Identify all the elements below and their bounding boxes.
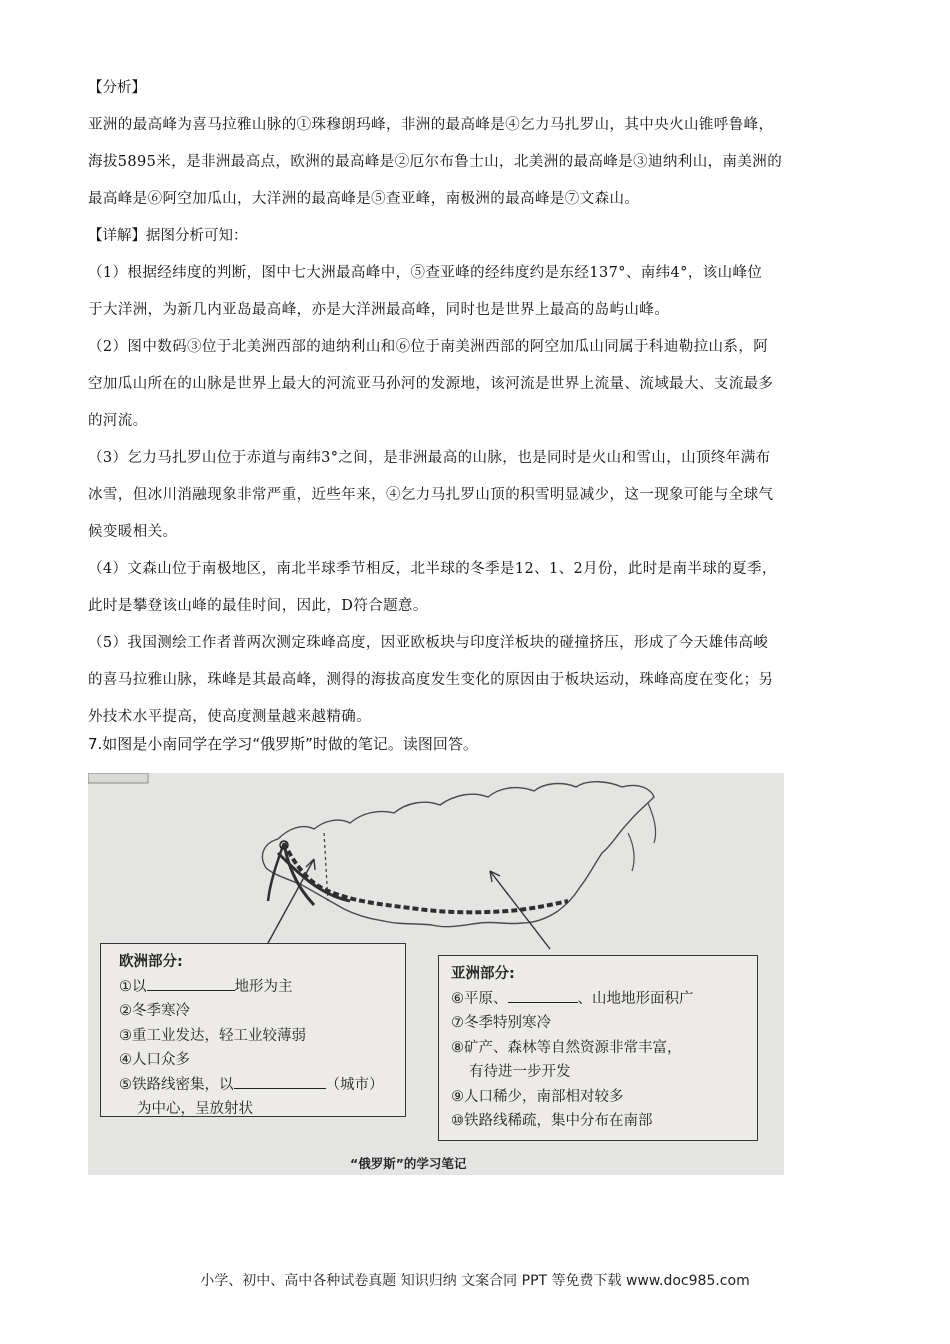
analysis-line: 海拔5895米，是非洲最高点，欧洲的最高峰是②厄尔布鲁士山，北美洲的最高峰是③迪纳利山，南美洲的: [88, 154, 783, 170]
asia-note-5: ⑨人口稀少，南部相对较多: [451, 1088, 624, 1105]
europe-note-5: [119, 1073, 405, 1098]
page-footer: 小学、初中、高中各种试卷真题 知识归纳 文案合同 PPT 等免费下载 www.doc985.com: [200, 1273, 750, 1289]
europe-note-4: ④人口众多: [119, 1052, 190, 1068]
detail-item-3-line: 候变暖相关。: [88, 524, 178, 540]
figure-caption: “俄罗斯”的学习笔记: [350, 1156, 467, 1171]
detail-item-1-line: （1）根据经纬度的判断，图中七大洲最高峰中，⑤查亚峰的经纬度约是东经137°、南纬4°，该山峰位: [88, 265, 763, 281]
europe-note-1-prefix: ①以: [119, 978, 147, 995]
detail-item-4-line: 此时是攀登该山峰的最佳时间，因此，D符合题意。: [88, 598, 428, 614]
europe-note-1: [119, 975, 405, 1000]
detail-heading: 【详解】据图分析可知：: [88, 228, 248, 244]
asia-note-2: ⑦冬季特别寒冷: [451, 1015, 551, 1031]
city-blank[interactable]: [234, 1074, 326, 1089]
analysis-line: 亚洲的最高峰为喜马拉雅山脉的①珠穆朗玛峰，非洲的最高峰是④乞力马扎罗山，其中央火山锥呼鲁峰，: [88, 117, 774, 133]
asia-note-1-prefix: ⑥平原、: [451, 990, 508, 1007]
asia-note-1: [451, 987, 757, 1012]
europe-title: 欧洲部分:: [119, 954, 183, 970]
europe-note-2: ②冬季寒冷: [119, 1003, 190, 1019]
answer-section: [88, 70, 868, 736]
detail-item-2-line: 空加瓜山所在的山脉是世界上最大的河流亚马孙河的发源地，该河流是世界上流量、流域最大、支流最多: [88, 376, 774, 392]
asia-note-1-suffix: 、山地地形面积广: [577, 990, 694, 1007]
detail-item-5-line: 外技术水平提高，使高度测量越来越精确。: [88, 709, 372, 725]
europe-note-5-prefix: ⑤铁路线密集，以: [119, 1076, 234, 1093]
europe-notes-box: [100, 943, 406, 1117]
europe-note-3: ③重工业发达，轻工业较薄弱: [119, 1027, 306, 1044]
question-7-title: 7.如图是小南同学在学习“俄罗斯”时做的笔记。读图回答。: [88, 735, 478, 753]
detail-item-1-line: 于大洋洲，为新几内亚岛最高峰，亦是大洋洲最高峰，同时也是世界上最高的岛屿山峰。: [88, 302, 670, 318]
russia-notes-figure: [88, 773, 784, 1175]
analysis-heading: 【分析】: [88, 80, 146, 96]
asia-note-6: ⑩铁路线稀疏，集中分布在南部: [451, 1113, 653, 1129]
asia-note-4: 有待进一步开发: [469, 1064, 571, 1080]
asia-notes-box: [438, 955, 758, 1141]
terrain-blank[interactable]: [147, 976, 235, 991]
detail-item-5-line: （5）我国测绘工作者普两次测定珠峰高度，因亚欧板块与印度洋板块的碰撞挤压，形成了今天雄伟高峻: [88, 635, 769, 651]
landform-blank[interactable]: [508, 988, 578, 1003]
detail-item-5-line: 的喜马拉雅山脉，珠峰是其最高峰，测得的海拔高度发生变化的原因由于板块运动，珠峰高度在变化；另: [88, 672, 774, 688]
detail-item-2-line: （2）图中数码③位于北美洲西部的迪纳利山和⑥位于南美洲西部的阿空加瓜山同属于科迪勒拉山系，阿: [88, 339, 769, 355]
detail-item-4-line: （4）文森山位于南极地区，南北半球季节相反，北半球的冬季是12、1、2月份，此时是南半球的夏季，: [88, 561, 777, 577]
analysis-line: 最高峰是⑥阿空加瓜山，大洋洲的最高峰是⑤查亚峰，南极洲的最高峰是⑦文森山。: [88, 191, 640, 207]
asia-note-3: ⑧矿产、森林等自然资源非常丰富，: [451, 1039, 682, 1056]
europe-note-5-suffix: （城市）: [325, 1076, 384, 1093]
asia-title: 亚洲部分:: [451, 966, 515, 982]
detail-item-3-line: 冰雪，但冰川消融现象非常严重，近些年来，④乞力马扎罗山顶的积雪明显减少，这一现象可能与全球气: [88, 487, 774, 503]
europe-note-6: 为中心，呈放射状: [137, 1101, 253, 1117]
europe-note-1-suffix: 地形为主: [234, 978, 293, 995]
detail-item-2-line: 的河流。: [88, 413, 148, 429]
detail-item-3-line: （3）乞力马扎罗山位于赤道与南纬3°之间，是非洲最高的山脉，也是同时是火山和雪山，山顶终年满布: [88, 450, 771, 466]
